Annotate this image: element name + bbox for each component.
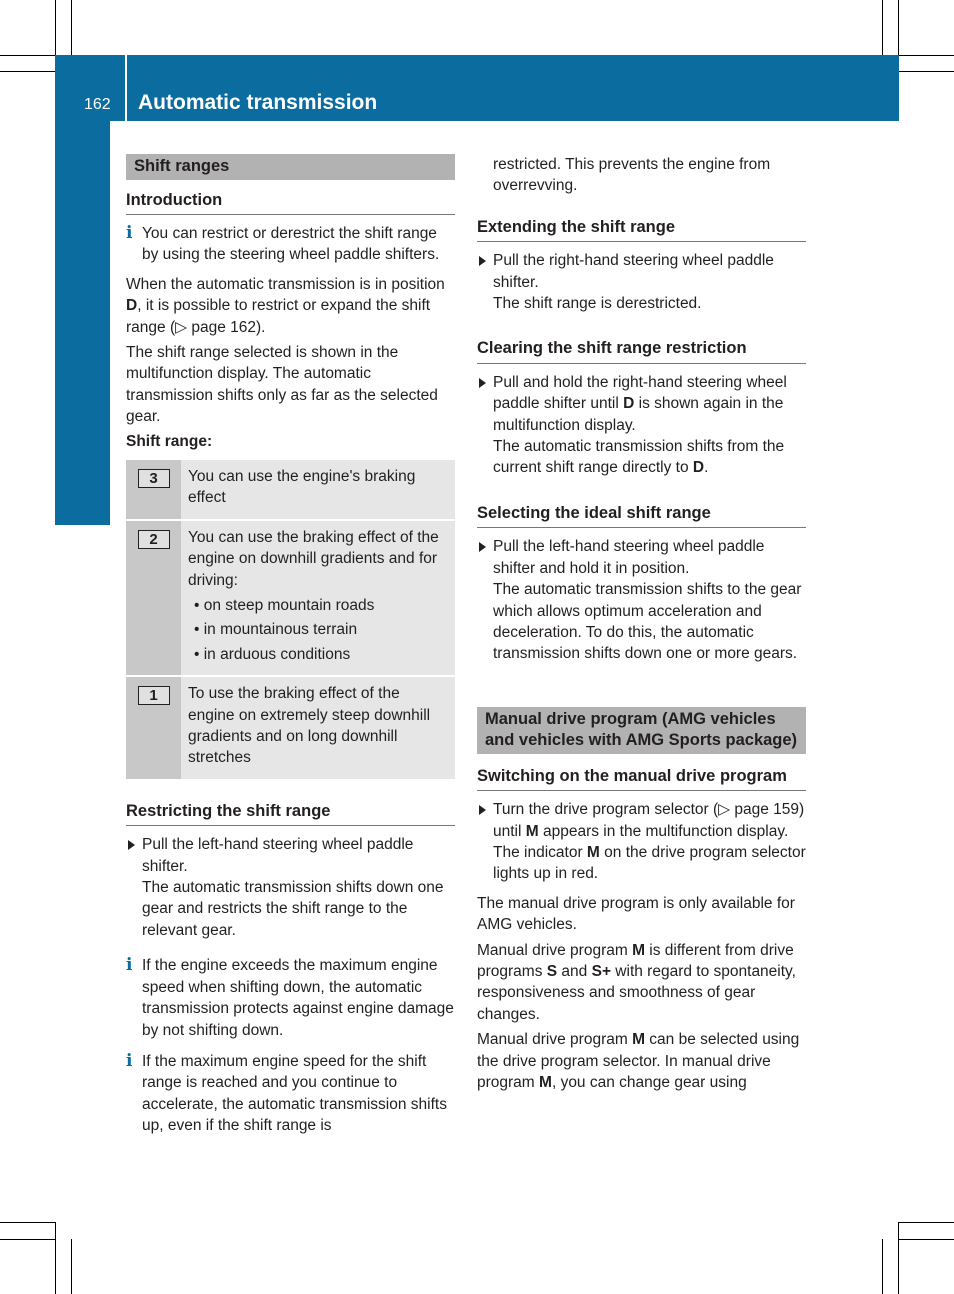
info-icon: i	[126, 1050, 133, 1071]
heading-clearing: Clearing the shift range restriction	[477, 338, 806, 363]
table-row	[126, 676, 455, 779]
step-arrow-icon	[479, 542, 486, 552]
gear-key-2: 2	[138, 530, 170, 549]
instruction-step: Pull and hold the right-hand steering wheel paddle shifter until D is shown again in the multifunction display. The automatic transmission shifts from the current shift range directly to D.	[477, 372, 806, 479]
paragraph: The shift range selected is shown in the multifunction display. The automatic transmission shifts only as far as the selected gear.	[126, 343, 438, 426]
step-arrow-icon	[479, 378, 486, 388]
info-text: You can restrict or derestrict the shift range by using the steering wheel paddle shifters.	[142, 224, 440, 264]
instruction-step: Pull the left-hand steering wheel paddle shifter and hold it in position. The automatic transmission shifts to the gear which allows optimum acceleration and deceleration. To do this, the automatic transmission shifts down one or more gears.	[477, 536, 806, 664]
paragraph: The manual drive program is only available for AMG vehicles.	[477, 894, 795, 934]
chapter-label: Driving and parking	[68, 252, 95, 478]
instruction-step: Pull the right-hand steering wheel paddle shifter. The shift range is derestricted.	[477, 250, 806, 314]
section-title-manual-drive: Manual drive program (AMG vehicles and vehicles with AMG Sports package)	[477, 707, 806, 754]
gear-key-3: 3	[138, 469, 170, 488]
info-note: i If the maximum engine speed for the shift range is reached and you continue to accelerate, the automatic transmission shifts up, even if the shift range is	[126, 1050, 447, 1135]
paragraph: When the automatic transmission is in position D, it is possible to restrict or expand the shift range (▷ page 162).	[126, 275, 445, 336]
crop-mark	[899, 71, 954, 72]
step-arrow-icon	[479, 256, 486, 266]
crop-mark	[898, 1222, 899, 1294]
step-arrow-icon	[128, 840, 135, 850]
heading-restricting: Restricting the shift range	[126, 801, 455, 826]
list-item: • in arduous conditions	[194, 645, 351, 663]
table-cell: You can use the braking effect of the engine on downhill gradients and for driving: • on steep mountain roads • in mountainous terrain • in arduous conditions	[181, 520, 455, 676]
info-icon: i	[126, 955, 133, 976]
crop-mark	[0, 1239, 55, 1240]
crop-mark	[71, 0, 72, 55]
instruction-step: Pull the left-hand steering wheel paddle shifter. The automatic transmission shifts down one gear and restricts the shift range to the relevant gear.	[126, 834, 455, 941]
list-item: • on steep mountain roads	[194, 597, 375, 614]
header-divider	[125, 55, 127, 121]
instruction-step: Turn the drive program selector (▷ page 159) until M appears in the multifunction display. The indicator M on the drive program selector lights up in red.	[477, 799, 806, 885]
crop-mark	[55, 0, 56, 55]
list-item: • in mountainous terrain	[194, 621, 358, 639]
gear-key-1: 1	[138, 686, 170, 705]
shift-range-label: Shift range:	[126, 432, 213, 450]
left-column	[126, 154, 455, 1137]
heading-extending: Extending the shift range	[477, 217, 806, 242]
crop-mark	[899, 55, 954, 56]
crop-mark	[0, 1222, 55, 1223]
continued-text: restricted. This prevents the engine from overrevving.	[493, 156, 771, 195]
crop-mark	[0, 71, 55, 72]
heading-manual-on: Switching on the manual drive program	[477, 766, 806, 791]
crop-mark	[899, 1222, 954, 1223]
paragraph: Manual drive program M can be selected using the drive program selector. In manual drive program M, you can change gear using	[477, 1031, 800, 1091]
crop-mark	[899, 1239, 954, 1240]
info-note: i If the engine exceeds the maximum engine speed when shifting down, the automatic transmission protects against engine damage by not shifting down.	[126, 955, 454, 1039]
heading-introduction: Introduction	[126, 190, 455, 215]
crop-mark	[0, 55, 55, 56]
section-title-shift-ranges: Shift ranges	[126, 154, 455, 180]
heading-ideal-shift: Selecting the ideal shift range	[477, 503, 806, 528]
crop-mark	[71, 1239, 72, 1294]
crop-mark	[55, 1222, 56, 1294]
page-title: Automatic transmission	[138, 91, 378, 114]
crop-mark	[898, 0, 899, 55]
table-row	[126, 460, 455, 520]
page-number: 162	[84, 96, 111, 113]
info-note	[126, 223, 455, 266]
right-column	[477, 154, 806, 1093]
crop-mark	[882, 0, 883, 55]
table-cell: You can use the engine's braking effect	[181, 460, 455, 520]
paragraph: Manual drive program M is different from drive programs S and S+ with regard to spontaneity, responsiveness and smoothness of gear changes.	[477, 941, 796, 1023]
crop-mark	[882, 1239, 883, 1294]
shift-range-table	[126, 460, 455, 779]
step-arrow-icon	[479, 805, 486, 815]
table-cell: To use the braking effect of the engine on extremely steep downhill gradients and on long downhill stretches	[181, 676, 455, 779]
info-icon: i	[126, 222, 133, 243]
table-row	[126, 520, 455, 676]
